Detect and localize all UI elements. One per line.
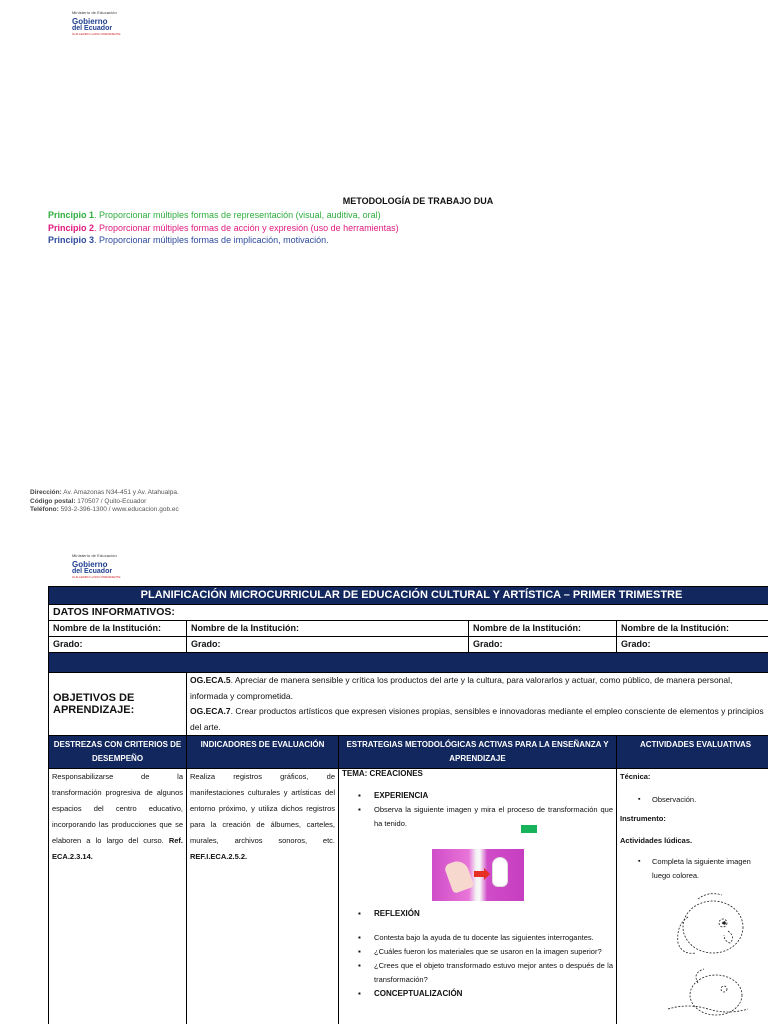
transformation-image <box>432 849 524 901</box>
gobierno-logo-mark <box>72 561 121 579</box>
reflexion-item-3: ▪ ¿Crees que el objeto transformado estuvo mejor antes o después de la transformación? <box>358 959 613 987</box>
logo-line-2: del Ecuador <box>72 568 113 575</box>
footer-address-value: Av. Amazonas N34-451 y Av. Atahualpa. <box>61 489 179 496</box>
reflexion-heading: ▪ REFLEXIÓN <box>358 907 613 921</box>
footer-phone <box>30 506 179 515</box>
header-indicadores: INDICADORES DE EVALUACIÓN <box>187 736 339 769</box>
footer-postal <box>30 498 179 507</box>
objectives-label: OBJETIVOS DE APRENDIZAJE: <box>49 673 187 736</box>
institution-label-2: Nombre de la Institución: <box>187 621 469 637</box>
logo-line-1: Gobierno <box>72 560 108 569</box>
arrow-icon <box>474 871 484 877</box>
bunny-figure <box>492 857 508 887</box>
actividades-cell <box>617 769 768 1024</box>
methodology-title: METODOLOGÍA DE TRABAJO DUA <box>342 196 494 206</box>
objective-1-code: OG.ECA.5 <box>190 675 231 685</box>
tecnica-list <box>620 793 768 807</box>
footer-address <box>30 489 179 498</box>
planning-title: PLANIFICACIÓN MICROCURRICULAR DE EDUCACIÓN CULTURAL Y ARTÍSTICA – PRIMER TRIMESTRE <box>49 587 768 605</box>
methodology-section <box>48 196 768 247</box>
ministry-name: Ministerio de Educación <box>72 10 117 15</box>
reflexion-item-2: ▪ ¿Cuáles fueron los materiales que se usaron en la imagen superior? <box>358 945 613 959</box>
navy-separator <box>49 653 768 673</box>
principle-3-label: Principio 3 <box>48 235 95 245</box>
principle-1 <box>48 209 768 222</box>
header-destrezas: DESTREZAS CON CRITERIOS DE DESEMPEÑO <box>49 736 187 769</box>
principle-2-text: . Proporcionar múltiples formas de acción y expresión (uso de herramientas) <box>94 222 399 233</box>
header-estrategias: ESTRATEGIAS METODOLÓGICAS ACTIVAS PARA LA ENSEÑANZA Y APRENDIZAJE <box>339 736 617 769</box>
conceptualizacion-heading: ▪ CONCEPTUALIZACIÓN <box>358 987 613 1001</box>
actividades-label: Actividades lúdicas. <box>620 836 693 845</box>
institution-label-1: Nombre de la Institución: <box>49 621 187 637</box>
footer-phone-value: 593-2-396-1300 / www.educacion.gob.ec <box>58 506 179 513</box>
experiencia-heading: ▪ EXPERIENCIA <box>358 789 613 803</box>
destreza-text: Responsabilizarse de la transformación progresiva de algunos espacios del centro educativo, incorporando las producciones que se elaboren a lo largo del curso. <box>52 772 183 845</box>
estrategias-cell <box>339 769 617 1024</box>
indicador-text: Realiza registros gráficos, de manifestaciones culturales y artísticas del entorno próximo, y utiliza dichos registros para la creación de álbumes, carteles, murales, archivos sonoros, etc. <box>190 772 335 845</box>
planning-table <box>48 586 768 1024</box>
green-marker <box>521 825 537 833</box>
ministry-logo-page-2 <box>72 553 121 579</box>
principle-2 <box>48 222 768 235</box>
institution-label-4: Nombre de la Institución: <box>617 621 768 637</box>
tecnica-item: ▪ Observación. <box>638 793 768 807</box>
footer-phone-label: Teléfono: <box>30 506 59 513</box>
principle-1-text: . Proporcionar múltiples formas de representación (visual, auditiva, oral) <box>94 210 381 220</box>
coloring-drawing <box>658 887 768 1024</box>
actividad-item: ▪ Completa la siguiente imagen luego colorea. <box>638 855 768 883</box>
principle-2-label: Principio 2 <box>48 222 95 233</box>
objective-2-text: . Crear productos artísticos que expresen visiones propias, sensibles e innovadoras mediante el empleo consciente de elementos y principios del arte. <box>190 706 764 732</box>
logo-line-3: GUILLERMO LASSO PRESIDENTE <box>72 32 121 36</box>
experiencia-item: ▪ Observa la siguiente imagen y mira el proceso de transformación que ha tenido. <box>358 803 613 831</box>
reflexion-item-1: ▪ Contesta bajo la ayuda de tu docente las siguientes interrogantes. <box>358 931 613 945</box>
footer-postal-value: 170507 / Quito-Ecuador <box>75 497 147 505</box>
logo-line-2: del Ecuador <box>72 25 113 32</box>
institution-label-3: Nombre de la Institución: <box>469 621 617 637</box>
ministry-name: Ministerio de Educación <box>72 553 117 558</box>
indicador-ref: REF.I.ECA.2.5.2. <box>190 852 248 861</box>
destreza-cell <box>49 769 187 1024</box>
logo-line-3: GUILLERMO LASSO PRESIDENTE <box>72 575 121 579</box>
objective-2-code: OG.ECA.7 <box>190 706 231 716</box>
objective-1 <box>190 673 768 704</box>
datos-informativos: DATOS INFORMATIVOS: <box>49 605 768 621</box>
principle-3-text: . Proporcionar múltiples formas de implicación, motivación. <box>94 235 329 245</box>
grade-label-4: Grado: <box>617 637 768 653</box>
tecnica-label: Técnica: <box>620 772 651 781</box>
indicador-cell <box>187 769 339 1024</box>
objective-2 <box>190 704 768 735</box>
header-actividades: ACTIVIDADES EVALUATIVAS <box>617 736 768 769</box>
principle-1-label: Principio 1 <box>48 210 95 220</box>
ministry-logo <box>72 10 121 36</box>
principle-3 <box>48 234 768 247</box>
grade-label-1: Grado: <box>49 637 187 653</box>
instrumento-label: Instrumento: <box>620 814 666 823</box>
actividad-list <box>620 855 768 883</box>
destreza-ref: Ref. ECA.2.3.14. <box>52 836 183 861</box>
logo-line-1: Gobierno <box>72 17 108 26</box>
page-footer <box>30 489 179 515</box>
objectives-text <box>187 673 768 736</box>
reflexion-list <box>342 907 613 1001</box>
tema-title: TEMA: CREACIONES <box>342 769 423 778</box>
grade-label-2: Grado: <box>187 637 469 653</box>
grade-label-3: Grado: <box>469 637 617 653</box>
glove-shape <box>444 858 475 894</box>
footer-address-label: Dirección: <box>30 489 62 496</box>
objective-1-text: . Apreciar de manera sensible y crítica los productos del arte y la cultura, para valorarlos y actuar, como público, de manera personal, informada y comprometida. <box>190 675 733 701</box>
experiencia-list <box>342 789 613 831</box>
footer-postal-label: Código postal: <box>30 497 76 505</box>
gobierno-logo-mark <box>72 18 121 36</box>
